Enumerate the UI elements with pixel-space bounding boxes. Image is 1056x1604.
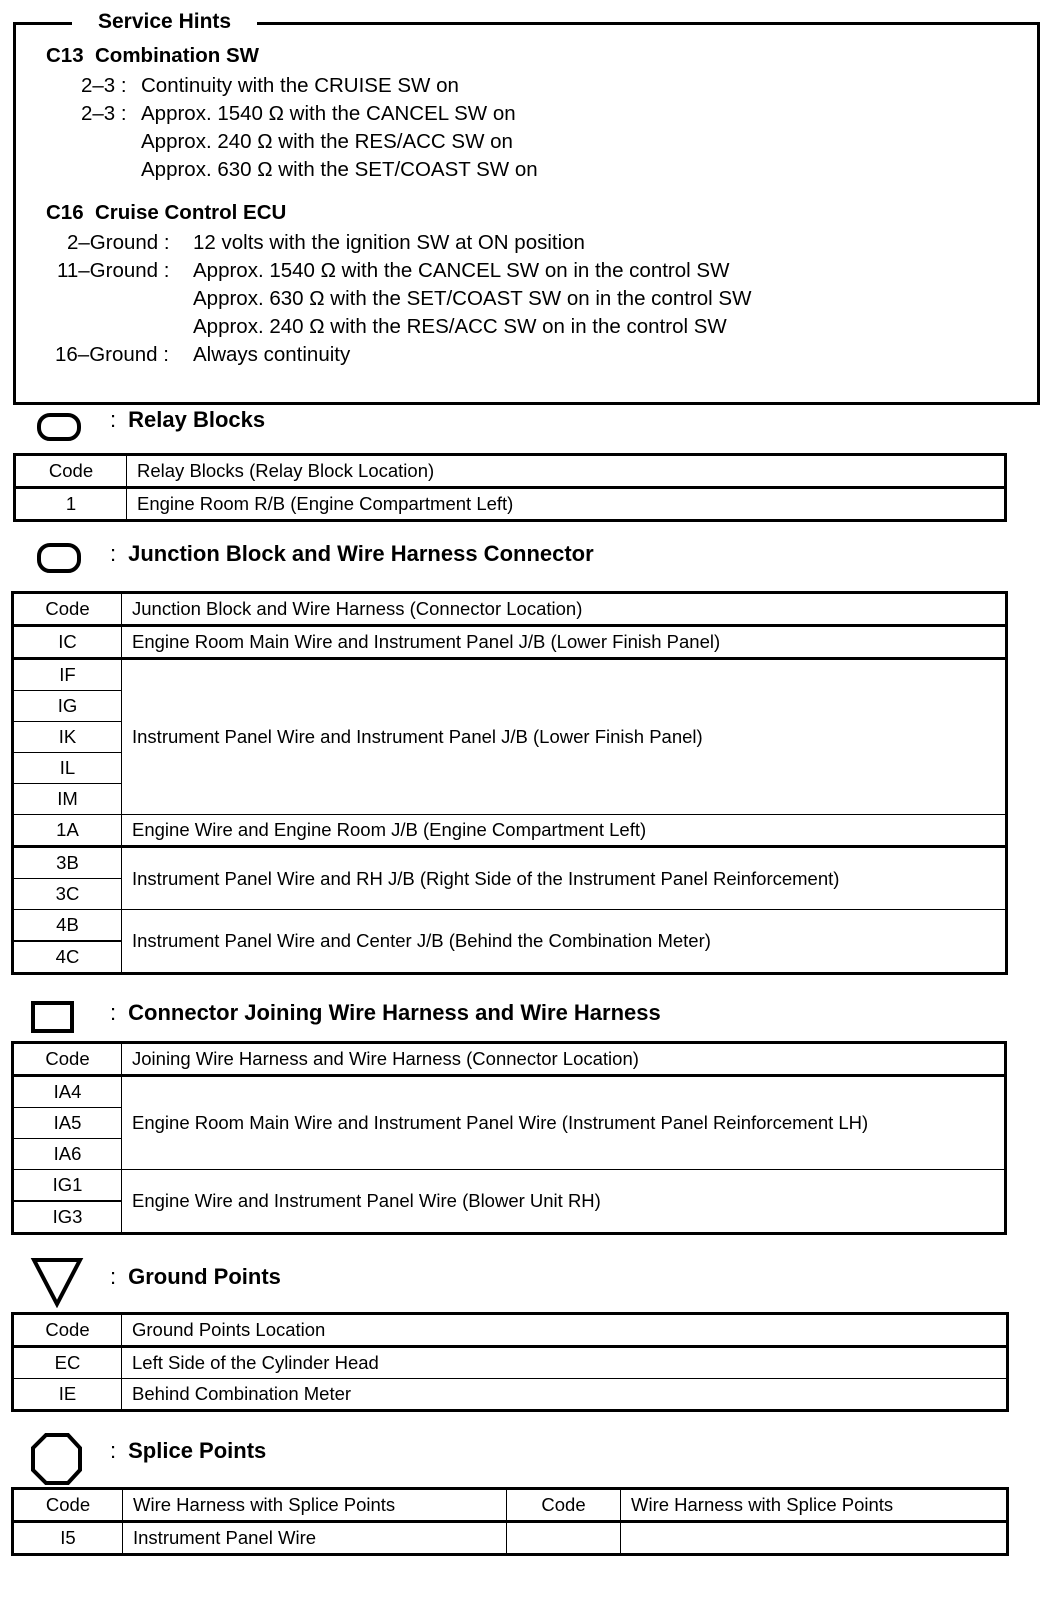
hint-pin: 2–3 : [81,102,127,125]
harness-cell [621,1522,1008,1555]
code-cell: IM [13,784,122,815]
code-cell [507,1522,621,1555]
service-hints-title: Service Hints [72,8,257,36]
header-code: Code [13,1043,122,1076]
header-harness: Wire Harness with Splice Points [621,1489,1008,1522]
table-row [15,488,1006,521]
header-location: Joining Wire Harness and Wire Harness (Connector Location) [122,1043,1006,1076]
hint-text: Approx. 630 Ω with the SET/COAST SW on [141,158,538,181]
code-cell: IA6 [13,1139,122,1170]
rounded-rect-icon [36,542,82,574]
hint-text: Approx. 1540 Ω with the CANCEL SW on [141,102,516,125]
hint-pin: 16–Ground : [55,343,169,366]
table-row [13,1347,1008,1379]
section-title: Relay Blocks [128,407,266,432]
header-location: Relay Blocks (Relay Block Location) [127,455,1006,488]
harness-cell: Instrument Panel Wire [123,1522,507,1555]
code-cell: IK [13,722,122,753]
octagon-icon [30,1432,84,1486]
hint-pin: 11–Ground : [57,259,170,282]
header-code: Code [13,593,122,626]
location-cell: Engine Wire and Instrument Panel Wire (Blower Unit RH) [122,1170,1006,1234]
header-code: Code [507,1489,621,1522]
ground-points-heading [110,1264,281,1290]
location-cell: Behind Combination Meter [122,1379,1008,1411]
connectors-table [11,1041,1007,1235]
connectors-heading [110,1000,661,1026]
code-cell: IG1 [13,1170,122,1202]
rounded-rect-icon [36,412,82,442]
code-cell: 1A [13,815,122,847]
code-cell: IE [13,1379,122,1411]
triangle-down-icon [30,1256,84,1308]
location-cell: Engine Wire and Engine Room J/B (Engine Compartment Left) [122,815,1007,847]
section-title: Connector Joining Wire Harness and Wire Harness [128,1000,661,1025]
table-header-row [13,593,1007,626]
table-row [13,847,1007,879]
colon: : [110,1264,117,1289]
location-cell: Left Side of the Cylinder Head [122,1347,1008,1379]
table-row [13,910,1007,942]
code-cell: IG3 [13,1201,122,1234]
code-cell: EC [13,1347,122,1379]
header-code: Code [13,1489,123,1522]
header-code: Code [13,1314,122,1347]
colon: : [110,1438,117,1463]
table-header-row [13,1489,1008,1522]
header-location: Ground Points Location [122,1314,1008,1347]
code-cell: 3C [13,879,122,910]
hint-text: Always continuity [193,343,351,366]
section-title: Junction Block and Wire Harness Connector [128,541,594,566]
code-cell: IL [13,753,122,784]
hint-pin: 2–3 : [81,74,127,97]
section-title: Splice Points [128,1438,267,1463]
splice-points-heading [110,1438,266,1464]
code-cell: 4B [13,910,122,942]
code-cell: IA5 [13,1108,122,1139]
code-cell: I5 [13,1522,123,1555]
ground-points-table [11,1312,1009,1412]
table-row [13,1076,1006,1108]
hint-text: Continuity with the CRUISE SW on [141,74,459,97]
location-cell: Engine Room Main Wire and Instrument Panel Wire (Instrument Panel Reinforcement LH) [122,1076,1006,1170]
header-location: Junction Block and Wire Harness (Connector Location) [122,593,1007,626]
location-cell: Engine Room R/B (Engine Compartment Left) [127,488,1006,521]
colon: : [110,541,117,566]
table-row [13,659,1007,691]
code-cell: IA4 [13,1076,122,1108]
hint-text: Approx. 240 Ω with the RES/ACC SW on [141,130,513,153]
hint-text: Approx. 1540 Ω with the CANCEL SW on in the control SW [193,259,730,282]
hint-text: 12 volts with the ignition SW at ON position [193,231,585,254]
table-row [13,1522,1008,1555]
table-header-row [13,1314,1008,1347]
junction-blocks-heading [110,541,594,567]
colon: : [110,1000,117,1025]
code-cell: IC [13,626,122,659]
table-row [13,815,1007,847]
junction-blocks-table [11,591,1008,975]
table-row [13,626,1007,659]
table-header-row [15,455,1006,488]
hint-text: Approx. 240 Ω with the RES/ACC SW on in the control SW [193,315,727,338]
code-cell: 1 [15,488,127,521]
hint-heading-c16: C16 Cruise Control ECU [46,201,287,224]
header-code: Code [15,455,127,488]
relay-blocks-heading [110,407,265,433]
header-harness: Wire Harness with Splice Points [123,1489,507,1522]
relay-blocks-table [13,453,1007,522]
square-icon [30,1000,76,1034]
code-cell: IG [13,691,122,722]
table-row [13,1170,1006,1202]
hint-heading-c13: C13 Combination SW [46,44,259,67]
code-cell: IF [13,659,122,691]
splice-points-table [11,1487,1009,1556]
location-cell: Instrument Panel Wire and Instrument Panel J/B (Lower Finish Panel) [122,659,1007,815]
code-cell: 3B [13,847,122,879]
location-cell: Engine Room Main Wire and Instrument Panel J/B (Lower Finish Panel) [122,626,1007,659]
hint-text: Approx. 630 Ω with the SET/COAST SW on in the control SW [193,287,752,310]
hint-pin: 2–Ground : [67,231,170,254]
colon: : [110,407,117,432]
location-cell: Instrument Panel Wire and RH J/B (Right Side of the Instrument Panel Reinforcement) [122,847,1007,910]
table-row [13,1379,1008,1411]
location-cell: Instrument Panel Wire and Center J/B (Behind the Combination Meter) [122,910,1007,974]
section-title: Ground Points [128,1264,281,1289]
code-cell: 4C [13,941,122,974]
table-header-row [13,1043,1006,1076]
